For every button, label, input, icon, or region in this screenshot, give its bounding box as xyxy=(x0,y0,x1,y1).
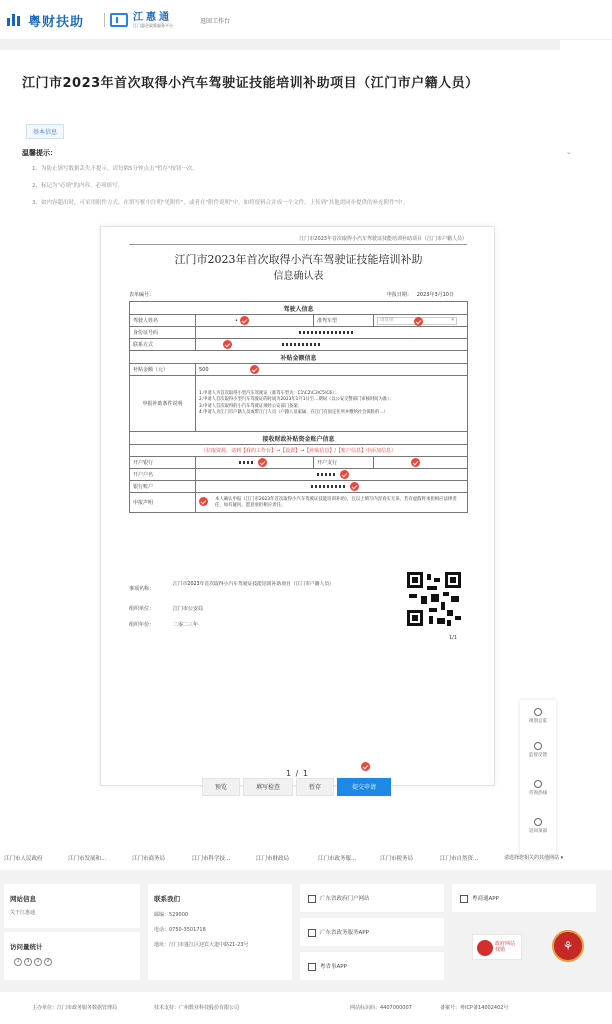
shield-icon xyxy=(534,742,542,750)
header-strip xyxy=(0,40,560,50)
footer-link[interactable]: 江门市财政局 xyxy=(256,856,290,862)
driver-name-label: 驾驶人姓名 xyxy=(130,315,196,327)
save-button[interactable]: 暂存 xyxy=(296,778,334,796)
app-link-box[interactable] xyxy=(300,918,444,946)
action-buttons xyxy=(202,778,394,796)
brand2-sub: 江门惠企政策服务平台 xyxy=(133,22,173,28)
masked-value xyxy=(239,461,255,464)
branch-value[interactable] xyxy=(374,457,468,469)
footer-link[interactable]: 江门市发展和… xyxy=(68,856,107,862)
site-info-box xyxy=(4,884,140,928)
check-icon xyxy=(240,316,249,325)
car-type-label: 准驾车型 xyxy=(314,315,374,327)
check-icon xyxy=(250,365,259,374)
declare-text[interactable]: 本人确认申报《江门市2023年首次取得小汽车驾驶证技能培训补助》，且以上填写内容真实无误，若有虚假将承担相应法律责任，如有疑问，愿意承担相应责任。 xyxy=(196,493,468,513)
tips-title: 温馨提示： xyxy=(22,149,57,157)
app-link-box[interactable] xyxy=(300,884,444,912)
check-button[interactable]: 填写检查 xyxy=(243,778,293,796)
confirmation-document xyxy=(100,226,495,786)
app-link-box[interactable] xyxy=(300,952,444,980)
clock-icon xyxy=(534,708,542,716)
unit-label: 组织单位： xyxy=(129,606,155,612)
visit-title: 访问量统计 xyxy=(10,943,43,951)
icp-number[interactable]: 备案号：粤ICP备14002402号 xyxy=(440,1005,509,1011)
tab-basic-info[interactable]: 基本信息 xyxy=(26,124,64,139)
qr-code-icon xyxy=(407,572,461,626)
unit-value: 江门市公安局 xyxy=(173,606,204,612)
footer-link[interactable]: 江门市科学技… xyxy=(192,856,231,862)
bank-value[interactable] xyxy=(196,457,314,469)
conditions-text: 1.申请人为首次取得小型汽车驾驶证（准驾车型为：C1\C2\C3\C5\C6）； 2.申请人首次取得小型汽车驾驶证的时间为2023年1月1日至…期间（以公安交警部门审核时间为准）； 3.申请人首次取得的小汽车驾驶证须经公安部门备案； 4.申请人为江门市户籍人员或带江门人员（户籍人员家属、在江门有固定住所并缴纳社会保险的…） xyxy=(196,376,468,432)
doc-page-indicator: 1/1 xyxy=(449,635,458,641)
phone-number: 电话：0750-3501718 xyxy=(154,927,206,933)
masked-value xyxy=(311,485,347,488)
masked-value xyxy=(299,331,355,334)
visit-box xyxy=(4,932,140,980)
site-code: 网站标识码：4407000007 xyxy=(350,1005,412,1011)
submit-marker-icon xyxy=(361,762,370,771)
float-feedback[interactable]: 监督反馈 xyxy=(520,742,556,758)
check-icon xyxy=(340,470,349,479)
qr-mini-icon xyxy=(308,895,316,903)
item-name-value: 江门市2023年首次取得小汽车驾驶证技能培训补助项目（江门市户籍人员） xyxy=(173,582,334,587)
car-type-select[interactable]: 请选择 ▾ xyxy=(374,315,468,327)
gd-service-app-link[interactable]: 广东省政务服务APP xyxy=(308,928,369,937)
account-hint[interactable]: （拉取资源，请到【我的工作台】→【设置】→【补贴信息】/【账户信息】中添加信息） xyxy=(130,445,468,457)
preview-button[interactable]: 预览 xyxy=(202,778,240,796)
form-number-label: 表单编号： xyxy=(129,292,155,298)
tip-line-2: 2、标记为"必填"的内容，必须填写。 xyxy=(32,183,124,189)
contact-value[interactable] xyxy=(196,339,468,351)
yueshengshi-link[interactable]: 粤省事APP xyxy=(308,962,347,971)
conditions-label: 申报补助条件说明 xyxy=(130,376,196,432)
yuecai-logo[interactable] xyxy=(6,10,84,30)
masked-value xyxy=(317,473,337,476)
declare-checkbox-icon[interactable] xyxy=(199,497,208,506)
pager: 1 / 1 xyxy=(286,769,309,778)
id-number-label: 身份证号码 xyxy=(130,327,196,339)
visit-counter: 1 5 1 2 xyxy=(14,958,54,966)
back-to-workbench-link[interactable]: 返回工作台 xyxy=(200,18,231,25)
footer-link[interactable]: 江门市政务服… xyxy=(318,856,357,862)
submit-button[interactable]: 提交申请 xyxy=(337,778,391,796)
amount-value[interactable]: 500 xyxy=(196,364,468,376)
id-number-value[interactable] xyxy=(196,327,468,339)
qr-mini-icon xyxy=(460,895,468,903)
page-title: 江门市2023年首次取得小汽车驾驶证技能培训补助项目（江门市户籍人员） xyxy=(22,76,479,91)
section-driver: 驾驶人信息 xyxy=(130,302,468,315)
masked-value xyxy=(282,343,322,346)
brand-separator xyxy=(104,13,105,27)
jianghuitong-logo-icon xyxy=(110,13,128,27)
right-float-bar xyxy=(520,700,556,860)
doc-title: 江门市2023年首次取得小汽车驾驶证技能培训补助 xyxy=(174,253,423,266)
check-icon xyxy=(414,317,423,326)
check-icon xyxy=(258,458,267,467)
item-name-label: 事项名称： xyxy=(129,586,155,592)
bank-label: 开户银行 xyxy=(130,457,196,469)
arrow-up-icon xyxy=(534,818,542,826)
doc-subtitle: 信息确认表 xyxy=(273,271,324,282)
account-name-label: 开户户名 xyxy=(130,469,196,481)
footer-link[interactable]: 江门市自然资… xyxy=(440,856,479,862)
account-name-value[interactable] xyxy=(196,469,468,481)
bars-logo-icon xyxy=(6,12,24,28)
tip-line-3: 3、如内容超出时，可采用附件方式，在填写框中注明"见附件"，或者在"附件说明"中，如将资料合并成一个文件，上传到"其他需同步提供的补充附件"中。 xyxy=(32,200,409,206)
address: 地址：江门市蓬江区迎宾大道中路21-23号 xyxy=(154,942,249,948)
declare-label: 申报声明 xyxy=(130,493,196,513)
top-bar xyxy=(0,0,612,40)
year-value: 二零二三年 xyxy=(173,622,199,628)
check-icon xyxy=(411,458,420,467)
zip-code: 邮编：529000 xyxy=(154,912,189,918)
driver-name-value[interactable]: • xyxy=(196,315,314,327)
footer-link[interactable]: 江门市商务局 xyxy=(132,856,166,862)
footer-link[interactable]: 江门市人民政府 xyxy=(4,856,43,862)
branch-label: 开户支行 xyxy=(314,457,374,469)
float-overview[interactable]: 规划总览 xyxy=(520,708,556,724)
host-unit: 主办单位：江门市政务服务数据管理局 xyxy=(32,1005,118,1011)
account-number-label: 银行账户 xyxy=(130,481,196,493)
year-label: 组织年份： xyxy=(129,622,155,628)
tip-line-1: 1、为防止填写数据丢失不提示，请每隔5分钟点击"暂存"按钮一次。 xyxy=(32,166,199,172)
contact-title: 联系我们 xyxy=(154,895,180,903)
bottom-bar xyxy=(0,992,612,1024)
footer-links xyxy=(0,846,612,870)
phone-icon xyxy=(534,780,542,788)
brand1-text: 粤财扶助 xyxy=(28,14,85,30)
qr-mini-icon xyxy=(308,929,316,937)
brand2-main: 江惠通 xyxy=(133,11,172,23)
error-report-icon xyxy=(477,940,493,956)
qr-mini-icon xyxy=(308,963,316,971)
gov-site-error-badge[interactable]: 政府网站 找错 xyxy=(472,934,522,960)
float-back-to-top[interactable]: 返回顶部 xyxy=(520,818,556,834)
footer-link[interactable]: 江门市税务局 xyxy=(380,856,414,862)
contact-box xyxy=(148,884,292,980)
yueshangtong-link[interactable]: 粤商通APP xyxy=(460,894,499,903)
tips-collapse-icon[interactable]: ⌄ xyxy=(566,148,572,156)
app-link-box[interactable] xyxy=(452,884,596,912)
amount-label: 补贴金额（元） xyxy=(130,364,196,376)
tech-support: 技术支持：广州数业科技股份有限公司 xyxy=(154,1005,240,1011)
jianghuitong-logo[interactable] xyxy=(110,10,173,30)
footer xyxy=(0,870,612,992)
info-table xyxy=(129,301,468,513)
declare-date: 申报日期： 2023年3月10日 xyxy=(386,292,454,298)
check-icon xyxy=(223,340,232,349)
gd-gov-link[interactable]: 广东省政府门户网站 xyxy=(308,894,370,903)
account-number-value[interactable] xyxy=(196,481,468,493)
party-emblem-icon[interactable]: ⚘ xyxy=(552,930,584,962)
section-account: 接收财政补贴资金账户信息 xyxy=(130,432,468,445)
about-link[interactable]: 关于江惠通 xyxy=(10,910,36,916)
section-amount: 补贴金额信息 xyxy=(130,351,468,364)
float-hotline[interactable]: 咨询热线 xyxy=(520,780,556,796)
other-sites-select[interactable]: 请选择您相关的其他网站 ▾ xyxy=(504,855,564,861)
contact-label: 联系方式 xyxy=(130,339,196,351)
doc-header-line: 江门市2023年首次取得小汽车驾驶证技能培训补助项目（江门市户籍人员） xyxy=(129,235,467,245)
check-icon xyxy=(350,482,359,491)
site-info-title: 网站信息 xyxy=(10,895,36,903)
